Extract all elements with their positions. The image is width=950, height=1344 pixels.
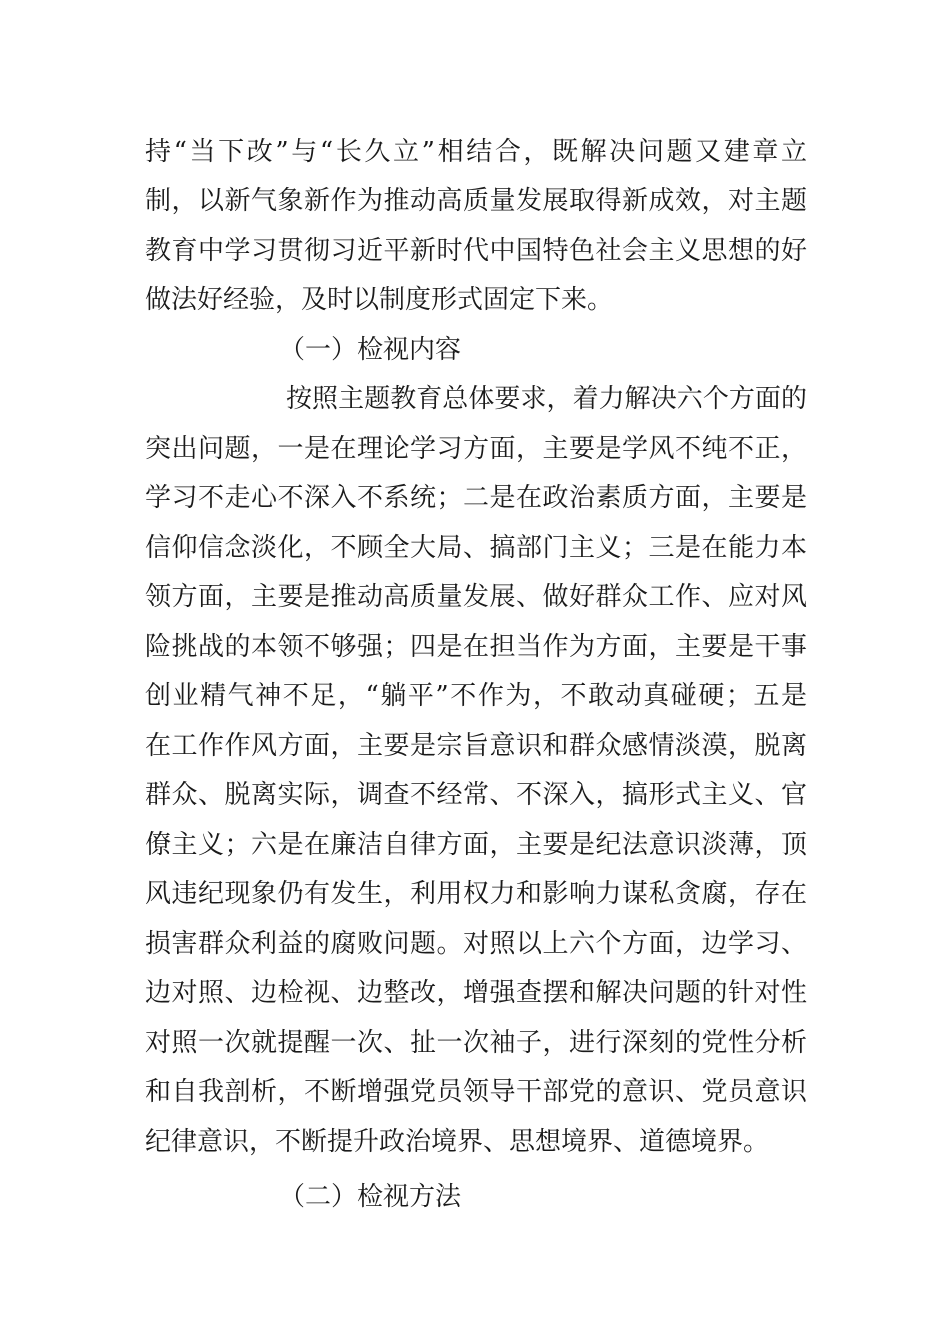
text-line: 纪律意识，不断提升政治境界、思想境界、道德境界。 — [145, 1127, 770, 1157]
section-heading-inspection-content: （一）检视内容 — [279, 335, 462, 365]
text-line: 学习不走心不深入不系统；二是在政治素质方面，主要是 — [145, 483, 807, 513]
text-line: 持“当下改”与“长久立”相结合，既解决问题又建章立 — [145, 137, 807, 167]
text-line: 风违纪现象仍有发生，利用权力和影响力谋私贪腐，存在 — [145, 879, 807, 909]
text-line: 信仰信念淡化，不顾全大局、搞部门主义；三是在能力本 — [145, 533, 807, 563]
text-line: 僚主义；六是在廉洁自律方面，主要是纪法意识淡薄，顶 — [145, 830, 807, 860]
text-line: 领方面，主要是推动高质量发展、做好群众工作、应对风 — [145, 582, 807, 612]
section-heading-inspection-method: （二）检视方法 — [279, 1182, 462, 1212]
text-line: 创业精气神不足，“躺平”不作为，不敢动真碰硬；五是 — [145, 681, 807, 711]
text-line: 群众、脱离实际，调查不经常、不深入，搞形式主义、官 — [145, 780, 807, 810]
text-line: 边对照、边检视、边整改，增强查摆和解决问题的针对性 — [145, 978, 807, 1008]
text-line: 险挑战的本领不够强；四是在担当作为方面，主要是干事 — [145, 632, 807, 662]
text-line: 损害群众利益的腐败问题。对照以上六个方面，边学习、 — [145, 929, 807, 959]
text-line: 教育中学习贯彻习近平新时代中国特色社会主义思想的好 — [145, 236, 807, 266]
text-line: 做法好经验，及时以制度形式固定下来。 — [145, 285, 614, 315]
text-line: 按照主题教育总体要求，着力解决六个方面的 — [286, 384, 807, 414]
text-line: 突出问题，一是在理论学习方面，主要是学风不纯不正， — [145, 434, 807, 464]
text-line: 制，以新气象新作为推动高质量发展取得新成效，对主题 — [145, 186, 807, 216]
text-line: 在工作作风方面，主要是宗旨意识和群众感情淡漠，脱离 — [145, 731, 807, 761]
text-line: 对照一次就提醒一次、扯一次袖子，进行深刻的党性分析 — [145, 1028, 807, 1058]
text-line: 和自我剖析，不断增强党员领导干部党的意识、党员意识 — [145, 1077, 807, 1107]
